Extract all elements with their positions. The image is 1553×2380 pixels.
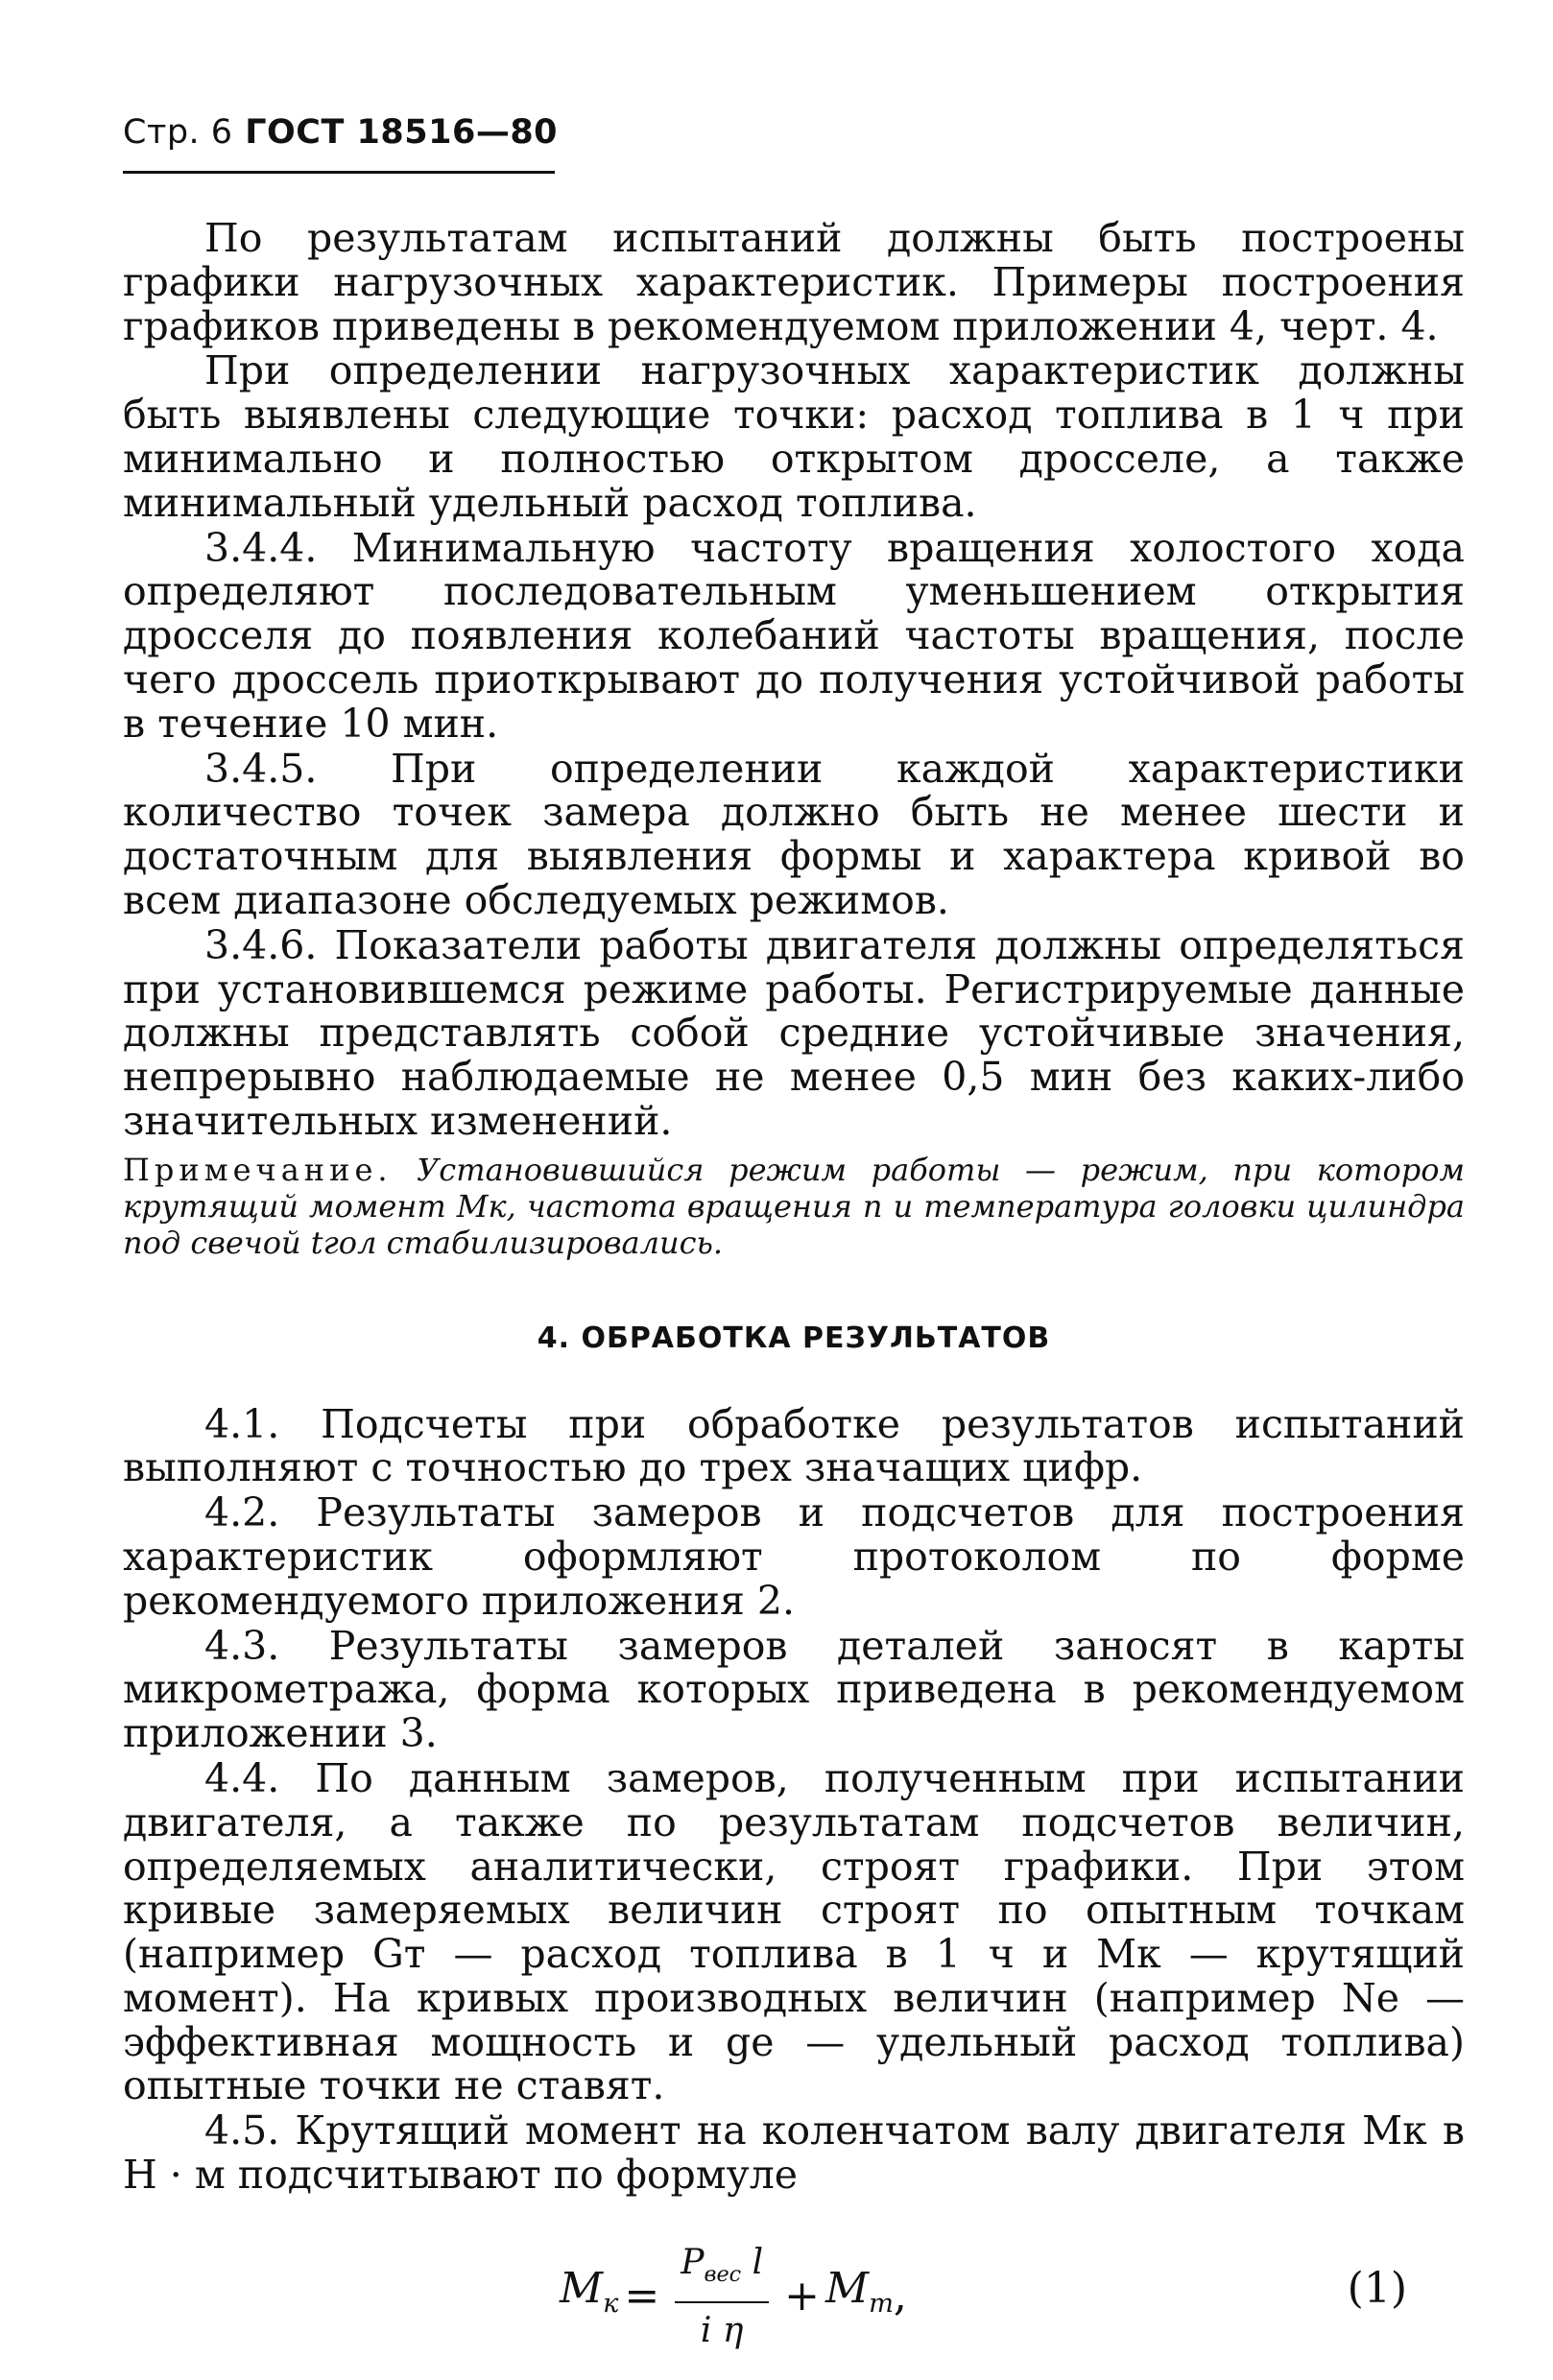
- note: [123, 1152, 1465, 1261]
- formula-denominator: i η: [700, 2310, 744, 2350]
- header-rule: [123, 171, 555, 174]
- paragraph: При определении нагрузочных характеристик должны быть выявлены следующие точки: расход топлива в 1 ч при минимально и полностью открытом дросселе, а также минимальный удельный расход топлива.: [123, 347, 1465, 526]
- formula-lhs: $М_к$: [560, 2264, 619, 2320]
- formula-rhs: $М_т$: [825, 2264, 894, 2320]
- paragraph-3-4-4: 3.4.4. Минимальную частоту вращения холостого хода определяют последовательным уменьшением открытия дросселя до появления колебаний частоты вращения, после чего дроссель приоткрывают до получения устойчивой работы в течение 10 мин.: [123, 524, 1465, 747]
- formula-numerator: $P_{вес}$ l: [675, 2241, 769, 2303]
- formula-block: [123, 2226, 1465, 2380]
- paragraph-4-4: 4.4. По данным замеров, полученным при испытании двигателя, а также по результатам подсчетов величин, определяемых аналитически, строят графики. При этом кривые замеряемых величин строят по опытным точкам (например Gт — расход топлива в 1 ч и Мк — крутящий момент). На кривых производных величин (например Ne — эффективная мощность и ge — удельный расход топлива) опытные точки не ставят.: [123, 1754, 1465, 2109]
- standard-number: ГОСТ 18516—80: [245, 113, 559, 152]
- note-label: Примечание.: [123, 1151, 393, 1188]
- formula-trailing-comma: ,: [893, 2272, 907, 2321]
- paragraph-4-2: 4.2. Результаты замеров и подсчетов для построения характеристик оформляют протоколом по форме рекомендуемого приложения 2.: [123, 1489, 1465, 1624]
- paragraph-4-5: 4.5. Крутящий момент на коленчатом валу двигателя Мк в Н · м подсчитывают по формуле: [123, 2107, 1465, 2199]
- page-header: [123, 113, 558, 152]
- paragraph-3-4-6: 3.4.6. Показатели работы двигателя должны определяться при установившемся режиме работы. Регистрируемые данные должны представлять собой средние устойчивые значения, непрерывно наблюдаемые не менее 0,5 мин без каких-либо значительных изменений.: [123, 921, 1465, 1144]
- paragraph-4-3: 4.3. Результаты замеров деталей заносят в карты микрометража, форма которых приведена в рекомендуемом приложении 3.: [123, 1622, 1465, 1757]
- formula-1: [560, 2241, 907, 2353]
- formula-fraction: [675, 2241, 769, 2353]
- note-text: Установившийся режим работы — режим, при котором крутящий момент Мк, частота вращения n и температура головки цилиндра под свечой tгол стабилизировались.: [123, 1151, 1466, 1261]
- formula-equals: =: [624, 2272, 660, 2321]
- paragraph-4-1: 4.1. Подсчеты при обработке результатов испытаний выполняют с точностью до трех значащих цифр.: [123, 1400, 1465, 1491]
- paragraph-3-4-5: 3.4.5. При определении каждой характеристики количество точек замера должно быть не менее шести и достаточным для выявления формы и характера кривой во всем диапазоне обследуемых режимов.: [123, 745, 1465, 923]
- paragraph: По результатам испытаний должны быть построены графики нагрузочных характеристик. Примеры построения графиков приведены в рекомендуемом приложении 4, черт. 4.: [123, 215, 1465, 349]
- equation-number: (1): [1347, 2263, 1407, 2313]
- formula-plus: +: [784, 2272, 820, 2321]
- section-title: 4. ОБРАБОТКА РЕЗУЛЬТАТОВ: [537, 1321, 1051, 1355]
- page-number: Стр. 6: [123, 113, 233, 152]
- body-text: [123, 217, 1465, 2380]
